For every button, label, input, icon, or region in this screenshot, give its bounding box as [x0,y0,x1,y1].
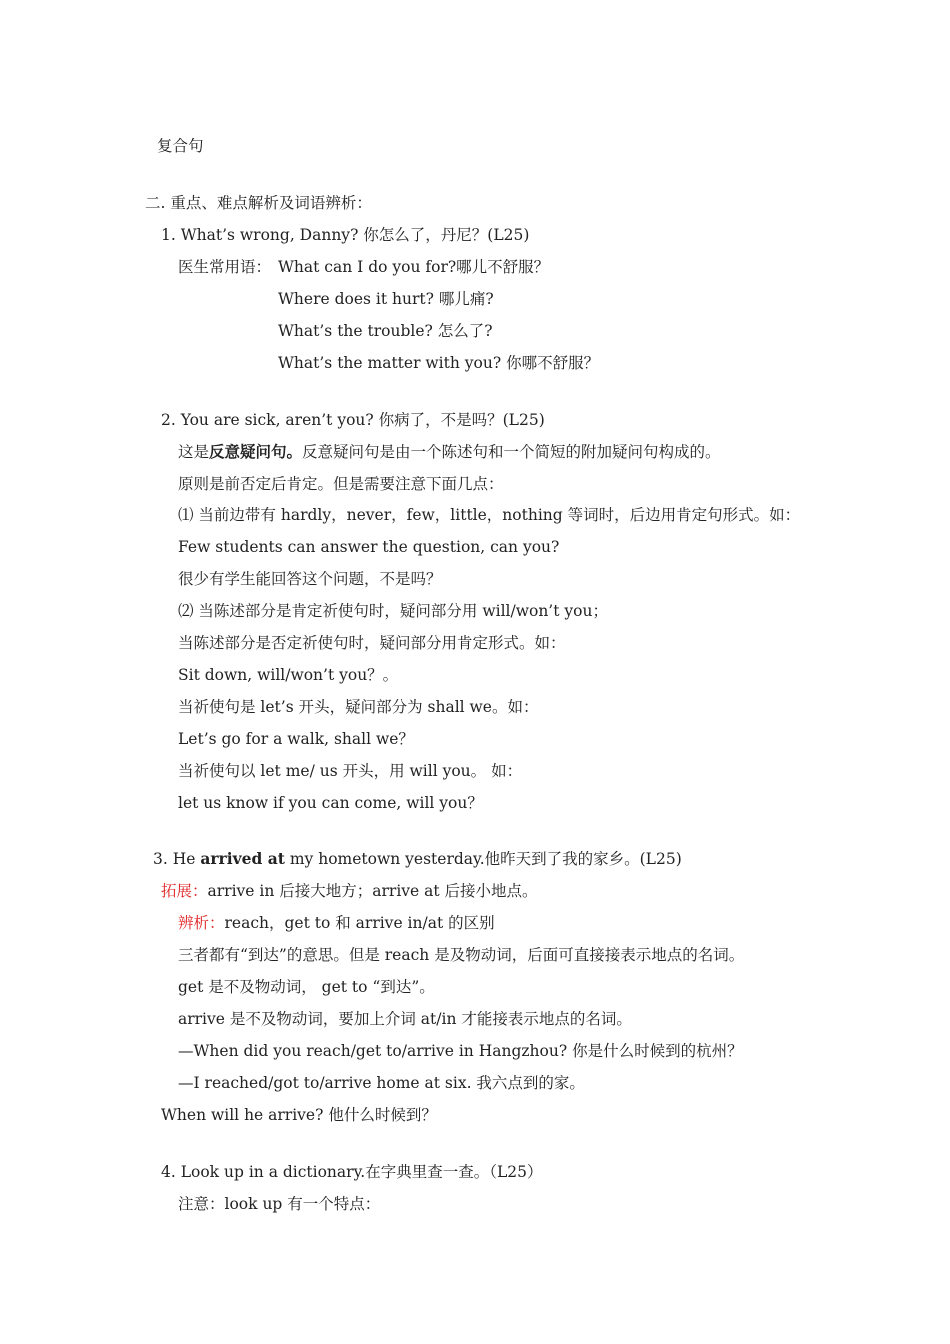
distinction-note: 辨析：reach，get to 和 arrive in/at 的区别 [178,914,495,932]
item4-note: 注意：look up 有一个特点： [178,1195,381,1213]
tag-rule-lets: 当祈使句是 let’s 开头，疑问部分为 shall we。如： [178,698,539,716]
tag-example-2: Sit down, will/won’t you？。 [178,666,399,684]
tag-example-3: Let’s go for a walk, shall we？ [178,730,414,748]
doctor-phrase-1: What can I do you for?哪儿不舒服？ [278,258,550,276]
tag-example-4: let us know if you can come, will you？ [178,794,483,812]
extension-label: 拓展： [161,882,208,900]
tag-question-intro: 这是反意疑问句。反意疑问句是由一个陈述句和一个简短的附加疑问句构成的。 [178,442,721,461]
tag-rule-2: ⑵ 当陈述部分是肯定祈使句时，疑问部分用 will/won’t you； [178,602,608,620]
doctor-phrase-3: What’s the trouble? 怎么了? [278,322,493,340]
tag-example-1-en: Few students can answer the question, can you? [178,538,560,556]
item4-title: 4. Look up in a dictionary.在字典里查一查。（L25） [161,1163,543,1181]
doctor-phrases-label: 医生常用语： [178,258,272,276]
extension-note: 拓展：arrive in 后接大地方；arrive at 后接小地点。 [161,882,538,900]
item1-title: 1. What’s wrong, Danny? 你怎么了，丹尼？(L25) [161,226,530,244]
section-heading: 二. 重点、难点解析及词语辨析： [145,194,372,212]
distinction-line-1: 三者都有“到达”的意思。但是 reach 是及物动词，后面可直接接表示地点的名词。 [178,946,745,964]
item3-title: 3. He arrived at my hometown yesterday.他昨天到了我的家乡。(L25) [153,849,682,868]
tag-rule-1: ⑴ 当前边带有 hardly，never，few，little，nothing 等词时，后边用肯定句形式。如： [178,506,801,524]
arrive-question: When will he arrive? 他什么时候到？ [161,1106,437,1124]
item2-title: 2. You are sick, aren’t you? 你病了，不是吗？(L25) [161,411,545,429]
tag-example-1-zh: 很少有学生能回答这个问题，不是吗？ [178,570,442,588]
page-title: 复合句 [157,137,204,155]
distinction-label: 辨析： [178,914,225,932]
tag-rule-2b: 当陈述部分是否定祈使句时，疑问部分用肯定形式。如： [178,634,566,652]
distinction-line-3: arrive 是不及物动词，要加上介词 at/in 才能接表示地点的名词。 [178,1010,632,1028]
tag-rule-letus: 当祈使句以 let me/ us 开头，用 will you。 如： [178,762,523,780]
tag-question-principle: 原则是前否定后肯定。但是需要注意下面几点： [178,475,504,493]
doctor-phrase-2: Where does it hurt? 哪儿痛? [278,290,494,308]
distinction-line-2: get 是不及物动词， get to “到达”。 [178,978,435,996]
dialog-line-2: —I reached/got to/arrive home at six. 我六点到的家。 [178,1074,585,1092]
doctor-phrase-4: What’s the matter with you? 你哪不舒服？ [278,354,600,372]
dialog-line-1: —When did you reach/get to/arrive in Hangzhou? 你是什么时候到的杭州？ [178,1042,743,1060]
